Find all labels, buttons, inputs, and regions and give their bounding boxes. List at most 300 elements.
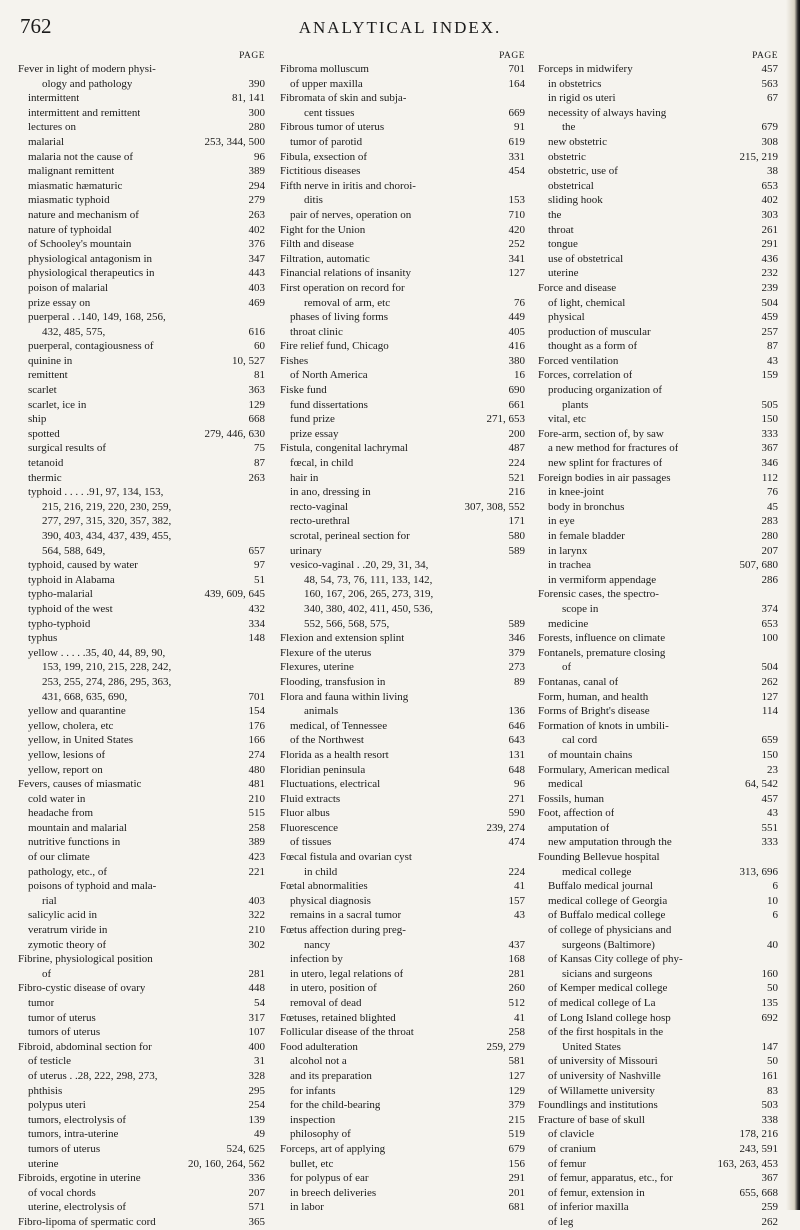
index-entry-pages: 291 bbox=[761, 238, 778, 251]
index-entry bbox=[280, 894, 525, 909]
index-entry-pages: 215 bbox=[508, 1113, 525, 1126]
index-entry-pages: 701 bbox=[508, 63, 525, 75]
index-entry bbox=[280, 952, 525, 967]
index-entry-pages: 100 bbox=[761, 632, 778, 645]
index-entry bbox=[18, 106, 265, 121]
index-entry bbox=[280, 325, 525, 340]
index-entry-term: obstetric, use of bbox=[548, 165, 618, 178]
index-entry-pages: 679 bbox=[761, 121, 778, 134]
index-entry-pages: 76 bbox=[514, 296, 525, 309]
index-entry-pages: 681 bbox=[508, 1201, 525, 1214]
index-entry-term: yellow and quarantine bbox=[28, 705, 126, 718]
index-entry bbox=[538, 150, 778, 165]
index-entry bbox=[538, 1127, 778, 1142]
index-entry bbox=[538, 193, 778, 208]
index-entry-pages: 150 bbox=[761, 748, 778, 761]
index-entry-pages: 653 bbox=[761, 179, 778, 192]
index-entry-term: body in bronchus bbox=[548, 500, 625, 513]
index-entry-pages: 347 bbox=[248, 252, 265, 265]
index-entry bbox=[280, 617, 525, 632]
index-entry-term: Fluor albus bbox=[280, 807, 330, 820]
index-entry-term: Fontanas, canal of bbox=[538, 675, 619, 688]
index-entry-pages: 669 bbox=[508, 106, 525, 119]
index-entry bbox=[538, 500, 778, 515]
index-entry-term: in trachea bbox=[548, 559, 592, 572]
index-entry-term: tumor of uterus bbox=[28, 1011, 96, 1024]
index-entry-term: puerperal . .140, 149, 168, 256, bbox=[28, 311, 166, 324]
index-entry-term: spotted bbox=[28, 427, 60, 440]
index-entry bbox=[280, 704, 525, 719]
index-entry bbox=[538, 106, 778, 121]
index-entry-term: of femur bbox=[548, 1157, 587, 1170]
index-entry-pages: 459 bbox=[761, 311, 778, 324]
index-entry-term: physical diagnosis bbox=[290, 894, 371, 907]
index-entry-pages: 10, 527 bbox=[232, 354, 265, 367]
index-entry-pages: 379 bbox=[508, 1099, 525, 1112]
index-entry-term: Force and disease bbox=[538, 281, 617, 294]
index-entry bbox=[18, 164, 265, 179]
index-entry-term: scrotal, perineal section for bbox=[290, 530, 410, 542]
index-entry bbox=[538, 1113, 778, 1128]
index-entry-term: Fishes bbox=[280, 354, 309, 367]
index-entry-term: malaria not the cause of bbox=[28, 150, 134, 163]
index-entry bbox=[18, 514, 265, 529]
index-entry-pages: 481 bbox=[248, 778, 265, 791]
index-entry bbox=[280, 208, 525, 223]
index-entry-term: in ano, dressing in bbox=[290, 486, 371, 499]
index-entry-term: new amputation through the bbox=[548, 836, 672, 849]
index-entry-pages: 365 bbox=[248, 1215, 265, 1228]
index-entry-pages: 367 bbox=[761, 442, 778, 455]
index-entry bbox=[280, 135, 525, 150]
index-entry-term: physical bbox=[548, 311, 585, 324]
index-entry bbox=[280, 544, 525, 559]
index-entry bbox=[280, 266, 525, 281]
page-column-heading: PAGE bbox=[752, 51, 778, 61]
index-entry-term: nancy bbox=[304, 938, 331, 951]
index-entry-pages: 521 bbox=[508, 471, 525, 484]
index-entry bbox=[280, 441, 525, 456]
index-entry-pages: 201 bbox=[508, 1186, 525, 1199]
index-entry bbox=[538, 835, 778, 850]
index-entry bbox=[280, 164, 525, 179]
index-entry-pages: 263 bbox=[248, 208, 265, 221]
index-entry-term: Fibrine, physiological position bbox=[18, 953, 153, 966]
index-entry-term: Flexion and extension splint bbox=[280, 632, 405, 645]
index-entry bbox=[280, 1157, 525, 1172]
index-entry-pages: 178, 216 bbox=[739, 1128, 778, 1141]
index-entry-pages: 67 bbox=[767, 92, 778, 105]
index-entry bbox=[280, 996, 525, 1011]
index-entry bbox=[280, 485, 525, 500]
index-entry bbox=[18, 967, 265, 982]
index-entry-term: tumor bbox=[28, 997, 55, 1009]
index-entry bbox=[280, 354, 525, 369]
index-entry-pages: 263 bbox=[248, 471, 265, 484]
index-entry-pages: 164 bbox=[508, 77, 525, 90]
index-entry-pages: 308 bbox=[761, 135, 778, 148]
index-entry bbox=[280, 806, 525, 821]
index-entry bbox=[18, 427, 265, 442]
index-entry-term: recto-vaginal bbox=[290, 500, 349, 513]
index-entry-term: typhoid of the west bbox=[28, 602, 113, 615]
index-entry-term: Forms of Bright's disease bbox=[538, 705, 650, 718]
index-entry-term: phthisis bbox=[28, 1084, 63, 1097]
index-entry-term: typho-typhoid bbox=[28, 617, 91, 630]
index-entry-pages: 154 bbox=[248, 705, 265, 718]
index-entry bbox=[538, 471, 778, 486]
index-entry-pages: 307, 308, 552 bbox=[464, 500, 525, 513]
index-entry-pages: 49 bbox=[254, 1128, 265, 1141]
index-entry-pages: 503 bbox=[761, 1099, 778, 1112]
index-entry-pages: 87 bbox=[767, 340, 778, 353]
index-entry-pages: 243, 591 bbox=[739, 1142, 778, 1155]
index-entry bbox=[280, 500, 525, 515]
index-entry-pages: 207 bbox=[248, 1186, 265, 1199]
index-entry-term: uterine bbox=[548, 267, 579, 280]
index-entry-term: new obstetric bbox=[548, 135, 607, 148]
index-entry bbox=[280, 602, 525, 617]
index-entry bbox=[538, 398, 778, 413]
index-entry-pages: 261 bbox=[761, 223, 778, 236]
index-entry bbox=[538, 544, 778, 559]
index-entry bbox=[280, 237, 525, 252]
index-entry bbox=[280, 1186, 525, 1201]
index-entry-term: Fœtal abnormalities bbox=[280, 880, 368, 893]
index-entry-term: fœcal, in child bbox=[290, 457, 354, 470]
index-entry-pages: 127 bbox=[761, 690, 778, 703]
index-entry bbox=[18, 339, 265, 354]
index-entry bbox=[538, 310, 778, 325]
index-entry-pages: 97 bbox=[254, 559, 265, 572]
index-entry bbox=[280, 1098, 525, 1113]
index-entry-term: plants bbox=[562, 398, 589, 411]
index-entry-term: of inferior maxilla bbox=[548, 1201, 629, 1214]
index-entry bbox=[280, 835, 525, 850]
index-entry bbox=[18, 1200, 265, 1215]
index-entry-pages: 295 bbox=[248, 1084, 265, 1097]
index-entry-term: Founding Bellevue hospital bbox=[538, 851, 660, 864]
index-entry bbox=[538, 120, 778, 135]
index-entry-term: removal of arm, etc bbox=[304, 296, 391, 309]
index-entry bbox=[18, 485, 265, 500]
index-entry-term: Fibroma molluscum bbox=[280, 63, 369, 75]
index-entry-pages: 338 bbox=[761, 1113, 778, 1126]
index-entry-term: 552, 566, 568, 575, bbox=[304, 617, 390, 630]
index-entry bbox=[18, 1040, 265, 1055]
index-entry bbox=[538, 631, 778, 646]
index-entry-pages: 457 bbox=[761, 792, 778, 805]
index-entry bbox=[280, 368, 525, 383]
index-entry-pages: 668 bbox=[248, 413, 265, 426]
index-entry-pages: 423 bbox=[248, 851, 265, 864]
index-column-1 bbox=[18, 50, 265, 1230]
index-entry-term: in obstetrics bbox=[548, 77, 602, 90]
index-entry-term: sliding hook bbox=[548, 194, 603, 207]
index-entry-pages: 6 bbox=[772, 909, 778, 922]
index-entry bbox=[18, 850, 265, 865]
index-entry bbox=[280, 529, 525, 544]
index-entry-pages: 402 bbox=[761, 194, 778, 207]
index-entry-pages: 147 bbox=[761, 1040, 778, 1053]
index-entry-term: of bbox=[562, 661, 572, 674]
index-entry bbox=[538, 894, 778, 909]
index-entry bbox=[538, 1011, 778, 1026]
index-entry bbox=[538, 485, 778, 500]
index-entry-term: for infants bbox=[290, 1084, 336, 1097]
index-entry bbox=[280, 1142, 525, 1157]
index-entry-term: ship bbox=[28, 413, 47, 426]
index-entry-pages: 54 bbox=[254, 997, 265, 1009]
index-entry bbox=[18, 62, 265, 77]
index-entry-pages: 6 bbox=[772, 880, 778, 893]
index-entry-term: fund dissertations bbox=[290, 398, 368, 411]
index-entry-term: 390, 403, 434, 437, 439, 455, bbox=[42, 530, 172, 542]
index-entry bbox=[538, 646, 778, 661]
index-entry bbox=[280, 412, 525, 427]
index-entry-pages: 515 bbox=[248, 807, 265, 820]
index-entry-term: of university of Missouri bbox=[548, 1055, 658, 1068]
index-entry-pages: 303 bbox=[761, 208, 778, 221]
index-entry-pages: 590 bbox=[508, 807, 525, 820]
index-entry-term: Fiske fund bbox=[280, 384, 327, 397]
index-entry-term: prize essay on bbox=[28, 296, 91, 309]
index-entry-term: hair in bbox=[290, 471, 319, 484]
index-entry-pages: 166 bbox=[248, 734, 265, 747]
index-entry-pages: 20, 160, 264, 562 bbox=[188, 1157, 265, 1170]
index-entry-term: vesico-vaginal . .20, 29, 31, 34, bbox=[290, 559, 429, 572]
index-entry bbox=[18, 179, 265, 194]
index-entry-term: of the first hospitals in the bbox=[548, 1026, 664, 1039]
index-entry bbox=[538, 1054, 778, 1069]
index-entry-list bbox=[538, 62, 778, 1230]
index-entry-pages: 367 bbox=[761, 1172, 778, 1185]
index-entry-pages: 653 bbox=[761, 617, 778, 630]
index-entry bbox=[18, 981, 265, 996]
index-entry bbox=[280, 646, 525, 661]
index-entry bbox=[538, 339, 778, 354]
index-entry-pages: 389 bbox=[248, 165, 265, 178]
index-entry bbox=[538, 441, 778, 456]
index-entry-pages: 400 bbox=[248, 1040, 265, 1053]
index-entry-term: 153, 199, 210, 215, 228, 242, bbox=[42, 661, 172, 674]
index-entry bbox=[280, 193, 525, 208]
index-entry bbox=[538, 368, 778, 383]
index-entry-term: a new method for fractures of bbox=[548, 442, 679, 455]
index-entry bbox=[18, 792, 265, 807]
index-entry-pages: 221 bbox=[248, 865, 265, 878]
index-entry-term: Fibrous tumor of uterus bbox=[280, 121, 385, 134]
index-entry bbox=[538, 281, 778, 296]
index-entry-pages: 114 bbox=[761, 705, 778, 718]
index-entry bbox=[538, 164, 778, 179]
index-entry bbox=[538, 252, 778, 267]
index-entry-term: cent tissues bbox=[304, 106, 355, 119]
index-entry-term: of uterus . .28, 222, 298, 273, bbox=[28, 1069, 158, 1082]
index-entry-term: tongue bbox=[548, 238, 578, 251]
index-entry-pages: 571 bbox=[248, 1201, 265, 1214]
index-entry-term: intermittent and remittent bbox=[28, 106, 141, 119]
index-entry-pages: 200 bbox=[508, 427, 525, 440]
index-entry bbox=[538, 412, 778, 427]
index-entry-term: Fore-arm, section of, by saw bbox=[538, 427, 664, 440]
index-entry bbox=[280, 514, 525, 529]
index-entry-term: Foot, affection of bbox=[538, 807, 615, 820]
index-entry-term: lectures on bbox=[28, 121, 76, 134]
index-entry-pages: 239 bbox=[761, 281, 778, 294]
index-entry-pages: 504 bbox=[761, 296, 778, 309]
index-entry-pages: 112 bbox=[761, 471, 778, 484]
index-entry-term: 432, 485, 575, bbox=[42, 325, 106, 338]
index-entry-term: Forceps, art of applying bbox=[280, 1142, 386, 1155]
index-entry bbox=[18, 894, 265, 909]
index-entry-term: of Buffalo medical college bbox=[548, 909, 666, 922]
index-entry-term: 431, 668, 635, 690, bbox=[42, 690, 128, 703]
index-entry-pages: 619 bbox=[508, 135, 525, 148]
index-entry bbox=[18, 938, 265, 953]
index-entry bbox=[280, 1200, 525, 1215]
index-entry-term: inspection bbox=[290, 1113, 336, 1126]
index-entry-pages: 507, 680 bbox=[739, 559, 778, 572]
index-entry-pages: 580 bbox=[508, 530, 525, 542]
index-entry-pages: 40 bbox=[767, 938, 778, 951]
index-entry-term: of femur, apparatus, etc., for bbox=[548, 1172, 673, 1185]
index-entry bbox=[280, 77, 525, 92]
index-entry bbox=[280, 587, 525, 602]
index-entry bbox=[18, 544, 265, 559]
index-entry bbox=[18, 1011, 265, 1026]
index-entry-term: new splint for fractures of bbox=[548, 457, 663, 470]
index-entry-pages: 239, 274 bbox=[486, 821, 525, 834]
index-entry bbox=[538, 1098, 778, 1113]
index-entry-term: in eye bbox=[548, 515, 575, 528]
index-entry-term: in child bbox=[304, 865, 338, 878]
index-entry bbox=[280, 456, 525, 471]
page-title: ANALYTICAL INDEX. bbox=[298, 18, 502, 37]
index-entry-term: throat bbox=[548, 223, 574, 236]
index-entry bbox=[18, 266, 265, 281]
index-entry-pages: 96 bbox=[254, 150, 265, 163]
index-entry-term: zymotic theory of bbox=[28, 938, 107, 951]
index-entry bbox=[18, 617, 265, 632]
index-entry-pages: 661 bbox=[508, 398, 525, 411]
index-entry-pages: 302 bbox=[248, 938, 265, 951]
index-entry bbox=[18, 1069, 265, 1084]
index-entry-term: Flora and fauna within living bbox=[280, 690, 409, 703]
index-entry bbox=[538, 1215, 778, 1230]
index-entry-pages: 402 bbox=[248, 223, 265, 236]
index-entry bbox=[280, 690, 525, 705]
index-entry-term: of clavicle bbox=[548, 1128, 595, 1141]
index-entry-pages: 161 bbox=[761, 1069, 778, 1082]
index-entry-term: of Willamette university bbox=[548, 1084, 655, 1097]
index-entry bbox=[18, 1186, 265, 1201]
index-entry-term: Filtration, automatic bbox=[280, 252, 370, 265]
index-entry bbox=[538, 777, 778, 792]
index-entry bbox=[280, 427, 525, 442]
index-entry bbox=[18, 237, 265, 252]
index-entry-term: yellow, lesions of bbox=[28, 748, 106, 761]
index-entry-term: recto-urethral bbox=[290, 515, 350, 528]
index-entry-pages: 457 bbox=[761, 63, 778, 75]
index-entry-term: remittent bbox=[28, 369, 68, 382]
index-entry-term: nutritive functions in bbox=[28, 836, 121, 849]
index-entry-term: yellow, cholera, etc bbox=[28, 719, 114, 732]
index-entry-term: 340, 380, 402, 411, 450, 536, bbox=[304, 602, 433, 615]
index-entry bbox=[280, 573, 525, 588]
index-entry-term: and its preparation bbox=[290, 1069, 372, 1082]
index-entry bbox=[280, 850, 525, 865]
index-entry-term: Fibro-cystic disease of ovary bbox=[18, 982, 146, 995]
index-entry-pages: 215, 219 bbox=[739, 150, 778, 163]
index-entry-term: intermittent bbox=[28, 92, 80, 105]
index-entry-term: Forced ventilation bbox=[538, 354, 619, 367]
index-entry bbox=[280, 179, 525, 194]
index-entry-pages: 148 bbox=[248, 632, 265, 645]
index-entry-pages: 258 bbox=[508, 1026, 525, 1039]
index-entry-pages: 480 bbox=[248, 763, 265, 776]
index-entry bbox=[18, 296, 265, 311]
index-entry-pages: 91 bbox=[514, 121, 525, 134]
index-entry-term: Fictitious diseases bbox=[280, 165, 361, 178]
index-entry-term: of testicle bbox=[28, 1055, 72, 1068]
index-entry-pages: 376 bbox=[248, 238, 265, 251]
index-entry-pages: 136 bbox=[508, 705, 525, 718]
index-entry bbox=[538, 719, 778, 734]
index-entry-term: of cranium bbox=[548, 1142, 596, 1155]
index-entry-pages: 380 bbox=[508, 354, 525, 367]
index-entry-term: Flexure of the uterus bbox=[280, 646, 372, 659]
index-entry-term: phases of living forms bbox=[290, 311, 389, 324]
index-entry-term: tumors of uterus bbox=[28, 1026, 101, 1039]
index-entry bbox=[18, 1054, 265, 1069]
index-entry bbox=[538, 1171, 778, 1186]
index-entry bbox=[538, 704, 778, 719]
index-entry-term: of bbox=[42, 967, 52, 980]
index-entry-term: in breech deliveries bbox=[290, 1186, 377, 1199]
index-entry-term: polypus uteri bbox=[28, 1099, 86, 1112]
index-entry-term: Fibromata of skin and subja- bbox=[280, 92, 407, 105]
index-entry-term: Formulary, American medical bbox=[538, 763, 670, 776]
index-entry-term: for the child-bearing bbox=[290, 1099, 381, 1112]
index-entry-pages: 127 bbox=[508, 1069, 525, 1082]
index-entry bbox=[18, 77, 265, 92]
index-entry bbox=[280, 938, 525, 953]
index-entry-term: Fire relief fund, Chicago bbox=[280, 340, 389, 353]
index-entry bbox=[18, 354, 265, 369]
index-entry bbox=[280, 223, 525, 238]
index-entry-term: producing organization of bbox=[548, 384, 663, 397]
index-entry bbox=[280, 675, 525, 690]
index-entry-term: of tissues bbox=[290, 836, 332, 849]
index-entry-pages: 38 bbox=[767, 165, 778, 178]
index-entry-term: First operation on record for bbox=[280, 281, 405, 294]
index-entry-pages: 655, 668 bbox=[739, 1186, 778, 1199]
index-entry bbox=[280, 879, 525, 894]
index-entry-pages: 616 bbox=[248, 325, 265, 338]
index-entry-pages: 50 bbox=[767, 1055, 778, 1068]
index-entry-term: Fibroid, abdominal section for bbox=[18, 1040, 152, 1053]
index-entry-pages: 207 bbox=[761, 544, 778, 557]
index-entry bbox=[538, 77, 778, 92]
index-entry-pages: 551 bbox=[761, 821, 778, 834]
index-entry-pages: 168 bbox=[508, 953, 525, 966]
index-entry bbox=[280, 398, 525, 413]
index-entry-pages: 258 bbox=[248, 821, 265, 834]
index-entry-pages: 171 bbox=[508, 515, 525, 528]
index-entry-pages: 328 bbox=[248, 1069, 265, 1082]
index-entry-pages: 139 bbox=[248, 1113, 265, 1126]
